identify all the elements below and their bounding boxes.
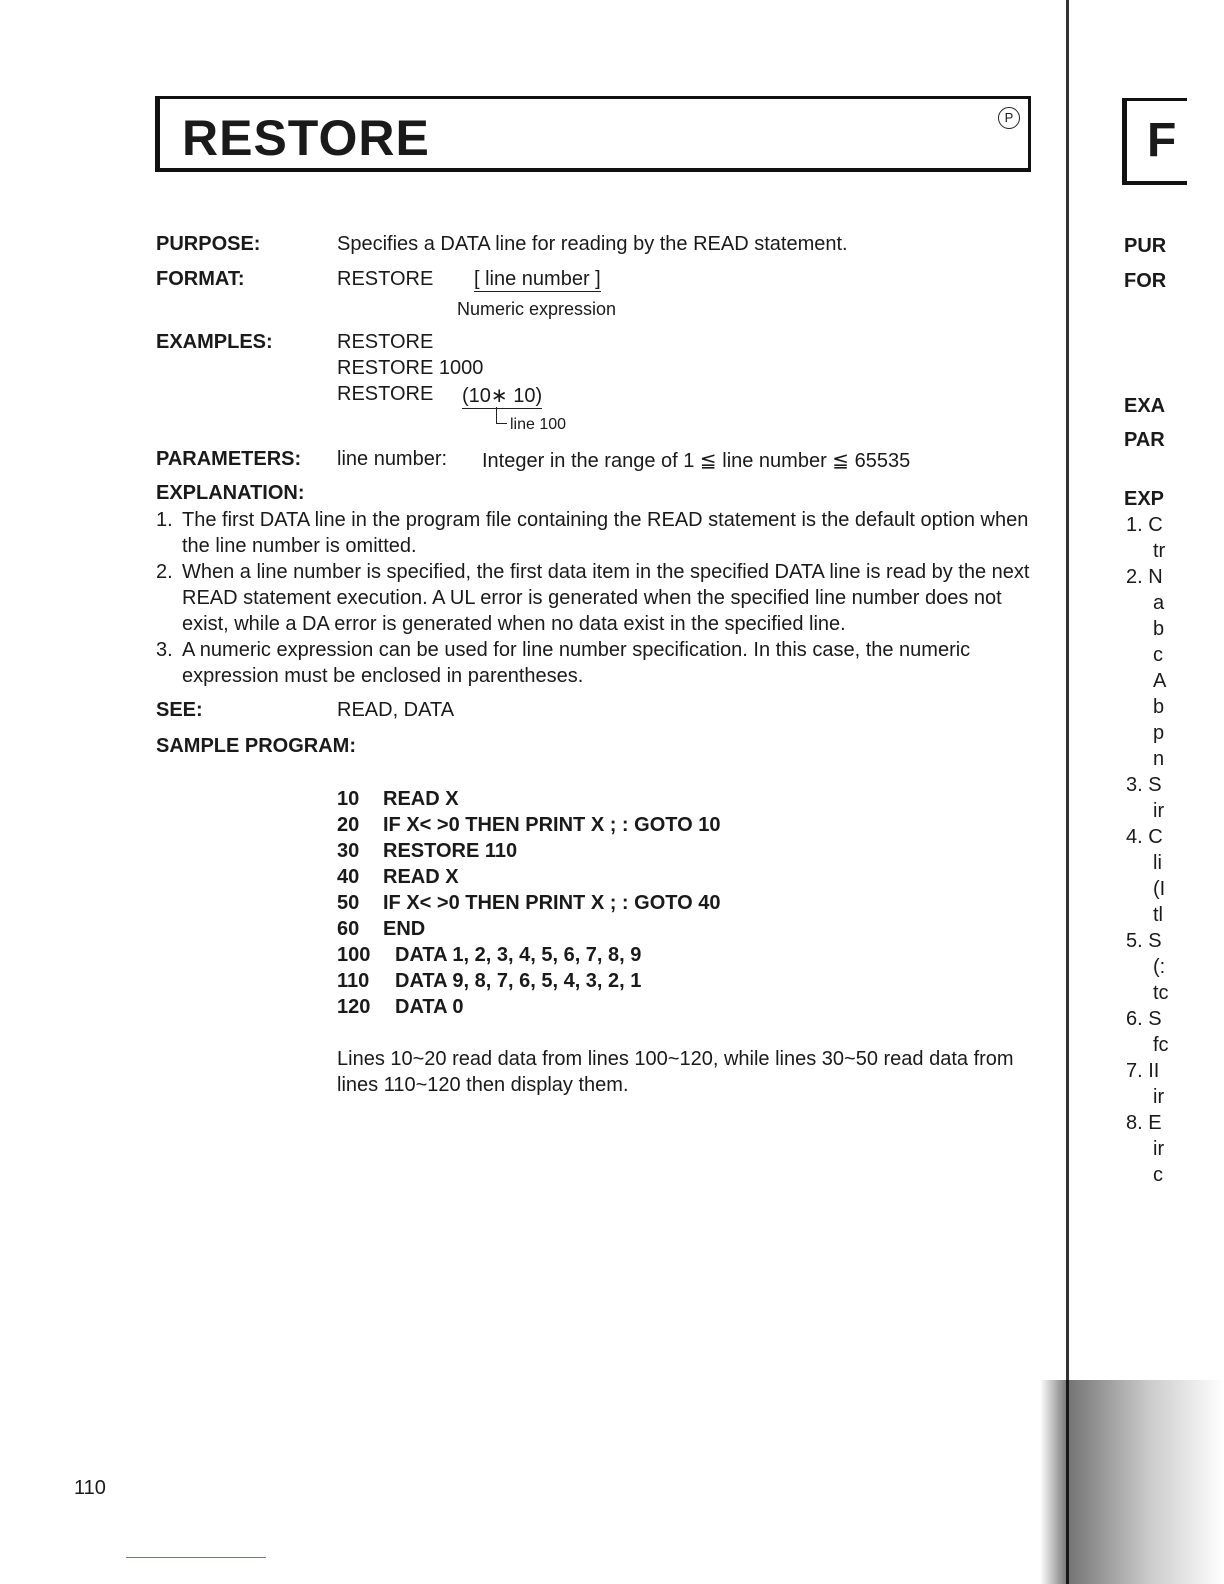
facing-page-fragment: 2. N bbox=[1126, 566, 1163, 588]
code-line-text: END bbox=[383, 918, 426, 940]
code-line-text: DATA 9, 8, 7, 6, 5, 4, 3, 2, 1 bbox=[395, 970, 642, 992]
facing-page-fragment: c bbox=[1153, 644, 1163, 666]
title-box bbox=[155, 96, 1031, 172]
code-line bbox=[337, 916, 720, 942]
facing-page-fragment: b bbox=[1153, 618, 1165, 640]
explanation-item bbox=[156, 559, 1036, 637]
code-line-number: 40 bbox=[337, 866, 360, 888]
example-expression-note: line 100 bbox=[510, 416, 567, 433]
code-line bbox=[337, 942, 720, 968]
facing-page-fragment: tr bbox=[1153, 540, 1166, 562]
code-line-text: READ X bbox=[383, 788, 459, 810]
format-argument-note: Numeric expression bbox=[457, 299, 617, 319]
code-line-text: DATA 1, 2, 3, 4, 5, 6, 7, 8, 9 bbox=[395, 944, 642, 966]
format-argument: [ line number ] bbox=[474, 268, 601, 290]
sample-program-note: Lines 10~20 read data from lines 100~120, while lines 30~50 read data from lines 110~120 then display them. bbox=[337, 1048, 1014, 1096]
format-label: FORMAT: bbox=[156, 268, 245, 290]
explanation-item-text: When a line number is specified, the first data item in the specified DATA line is read by the next READ statement execution. A UL error is generated when the specified line number does not exist, while a DA error is generated when no data exist in the specified line. bbox=[182, 561, 1030, 635]
facing-page-label: EXP bbox=[1124, 488, 1165, 510]
examples-label: EXAMPLES: bbox=[156, 331, 273, 353]
explanation-item-text: A numeric expression can be used for line number specification. In this case, the numeric expression must be enclosed in parentheses. bbox=[182, 639, 971, 687]
facing-page-fragment: ir bbox=[1153, 800, 1165, 822]
facing-page-fragment: c bbox=[1153, 1164, 1163, 1186]
facing-page-fragment: tc bbox=[1153, 982, 1169, 1004]
facing-page-fragment: 1. C bbox=[1126, 514, 1163, 536]
arrow-icon bbox=[496, 407, 507, 424]
see-label: SEE: bbox=[156, 699, 203, 721]
code-line-number: 60 bbox=[337, 918, 360, 940]
facing-page-fragment: ir bbox=[1153, 1138, 1165, 1160]
facing-page-label: PUR bbox=[1124, 235, 1167, 257]
code-line bbox=[337, 838, 720, 864]
code-line bbox=[337, 890, 720, 916]
code-block bbox=[337, 786, 720, 1020]
code-line bbox=[337, 812, 720, 838]
facing-page-label: EXA bbox=[1124, 395, 1166, 417]
facing-page-fragment: (I bbox=[1153, 878, 1166, 900]
facing-page-fragment: b bbox=[1153, 696, 1165, 718]
parameter-name: line number: bbox=[337, 448, 448, 470]
format-keyword: RESTORE bbox=[337, 268, 434, 290]
facing-page-label: FOR bbox=[1124, 270, 1167, 292]
explanation-item-number: 3. bbox=[156, 639, 173, 661]
code-line-number: 10 bbox=[337, 788, 360, 810]
facing-page-fragment: tl bbox=[1153, 904, 1163, 926]
facing-page-fragment: 4. C bbox=[1126, 826, 1163, 848]
see-text: READ, DATA bbox=[337, 699, 455, 721]
code-line-number: 110 bbox=[337, 970, 370, 992]
example-line: RESTORE 1000 bbox=[337, 357, 484, 379]
code-line-text: IF X< >0 THEN PRINT X ; : GOTO 40 bbox=[383, 892, 721, 914]
facing-page-fragment: fc bbox=[1153, 1034, 1169, 1056]
code-line-number: 20 bbox=[337, 814, 360, 836]
gutter-line bbox=[1066, 0, 1069, 1584]
sample-program-label: SAMPLE PROGRAM: bbox=[156, 735, 356, 757]
explanation-item bbox=[156, 507, 1036, 559]
facing-page-fragment: a bbox=[1153, 592, 1165, 614]
code-line bbox=[337, 864, 720, 890]
code-line-number: 120 bbox=[337, 996, 371, 1018]
code-line-number: 50 bbox=[337, 892, 360, 914]
facing-page-fragment: li bbox=[1153, 852, 1162, 874]
facing-page-fragment: 5. S bbox=[1126, 930, 1162, 952]
purpose-text: Specifies a DATA line for reading by the READ statement. bbox=[337, 233, 848, 255]
explanation-label: EXPLANATION: bbox=[156, 482, 305, 504]
facing-page-label: PAR bbox=[1124, 429, 1165, 451]
code-line-text: IF X< >0 THEN PRINT X ; : GOTO 10 bbox=[383, 814, 721, 836]
page-title: RESTORE bbox=[182, 110, 430, 166]
facing-page-title-box bbox=[1122, 98, 1187, 185]
code-line-text: DATA 0 bbox=[395, 996, 464, 1018]
purpose-label: PURPOSE: bbox=[156, 233, 261, 255]
explanation-item bbox=[156, 637, 1036, 689]
code-line-number: 30 bbox=[337, 840, 360, 862]
facing-page-fragment: 3. S bbox=[1126, 774, 1162, 796]
code-line bbox=[337, 968, 720, 994]
parameter-text: Integer in the range of 1 ≦ line number ≦ 65535 bbox=[482, 450, 911, 472]
facing-page-title: F bbox=[1147, 114, 1177, 167]
explanation-item-number: 2. bbox=[156, 561, 173, 583]
example-expression: (10∗ 10) bbox=[462, 385, 543, 407]
facing-page-fragment: ir bbox=[1153, 1086, 1165, 1108]
explanation-item-number: 1. bbox=[156, 509, 173, 531]
code-line-text: RESTORE 110 bbox=[383, 840, 518, 862]
footer-rule bbox=[126, 1557, 266, 1558]
gutter-shadow bbox=[1040, 1380, 1224, 1584]
facing-page-fragment: 7. II bbox=[1126, 1060, 1160, 1082]
facing-page-fragment: p bbox=[1153, 722, 1165, 744]
parameters-label: PARAMETERS: bbox=[156, 448, 302, 470]
facing-page-fragment: 8. E bbox=[1126, 1112, 1162, 1134]
facing-page-fragment: (: bbox=[1153, 956, 1166, 978]
code-line-number: 100 bbox=[337, 944, 371, 966]
product-mark-icon: P bbox=[998, 107, 1020, 129]
facing-page-fragment: n bbox=[1153, 748, 1165, 770]
page-number: 110 bbox=[74, 1477, 106, 1499]
code-line bbox=[337, 786, 720, 812]
code-line-text: READ X bbox=[383, 866, 459, 888]
example-line: RESTORE bbox=[337, 383, 434, 405]
explanation-item-text: The first DATA line in the program file containing the READ statement is the default option when the line number is omitted. bbox=[182, 509, 1029, 557]
facing-page-fragment: 6. S bbox=[1126, 1008, 1162, 1030]
example-line: RESTORE bbox=[337, 331, 434, 353]
code-line bbox=[337, 994, 720, 1020]
facing-page-fragment: A bbox=[1153, 670, 1167, 692]
